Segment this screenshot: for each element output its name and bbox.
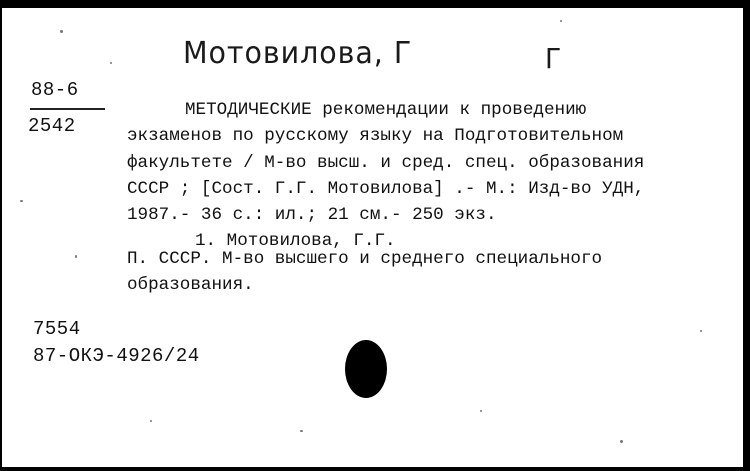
shelfmark-top: 88-6: [31, 79, 79, 101]
scan-speck: [110, 62, 112, 64]
entry-line: 1987.- 36 с.: ил.; 21 см.- 250 экз.: [127, 205, 497, 226]
card-bottom-edge: [0, 467, 750, 471]
shelfmark-divider: [30, 108, 105, 110]
scan-speck: [620, 440, 623, 443]
bibliographic-description: [127, 97, 727, 255]
entry-line: МЕТОДИЧЕСКИЕ рекомендации к проведению: [185, 100, 587, 120]
tracing-subject-line: П. СССР. М-во высшего и среднего специального: [127, 249, 603, 269]
card-number: 7554: [33, 318, 81, 340]
scan-speck: [75, 255, 77, 258]
punch-hole: [345, 340, 387, 398]
scan-speck: [560, 20, 562, 22]
order-number: 87-ОКЭ-4926/24: [33, 345, 200, 367]
entry-line: СССР ; [Сост. Г.Г. Мотовилова] .- М.: Изд-во УДН,: [127, 178, 645, 199]
handwritten-author: Мотовилова, Г: [183, 36, 413, 71]
card-left-edge: [0, 0, 2, 471]
entry-line: факультете / М-во высш. и сред. спец. образования: [127, 152, 645, 173]
scan-speck: [150, 420, 152, 422]
tracing-subject: [127, 246, 602, 299]
card-right-edge: [743, 0, 750, 471]
handwritten-mark: Г: [545, 42, 563, 75]
scan-speck: [20, 200, 23, 202]
scan-speck: [700, 330, 702, 332]
scan-speck: [300, 430, 303, 432]
entry-line: экзаменов по русскому языку на Подготовительном: [127, 126, 624, 147]
tracing-author: 1. Мотовилова, Г.Г.: [195, 231, 396, 252]
tracing-subject-line: образования.: [127, 275, 254, 296]
scan-speck: [60, 30, 63, 33]
card-top-edge: [0, 0, 750, 8]
scan-speck: [480, 410, 482, 412]
shelfmark-bottom: 2542: [28, 115, 76, 137]
